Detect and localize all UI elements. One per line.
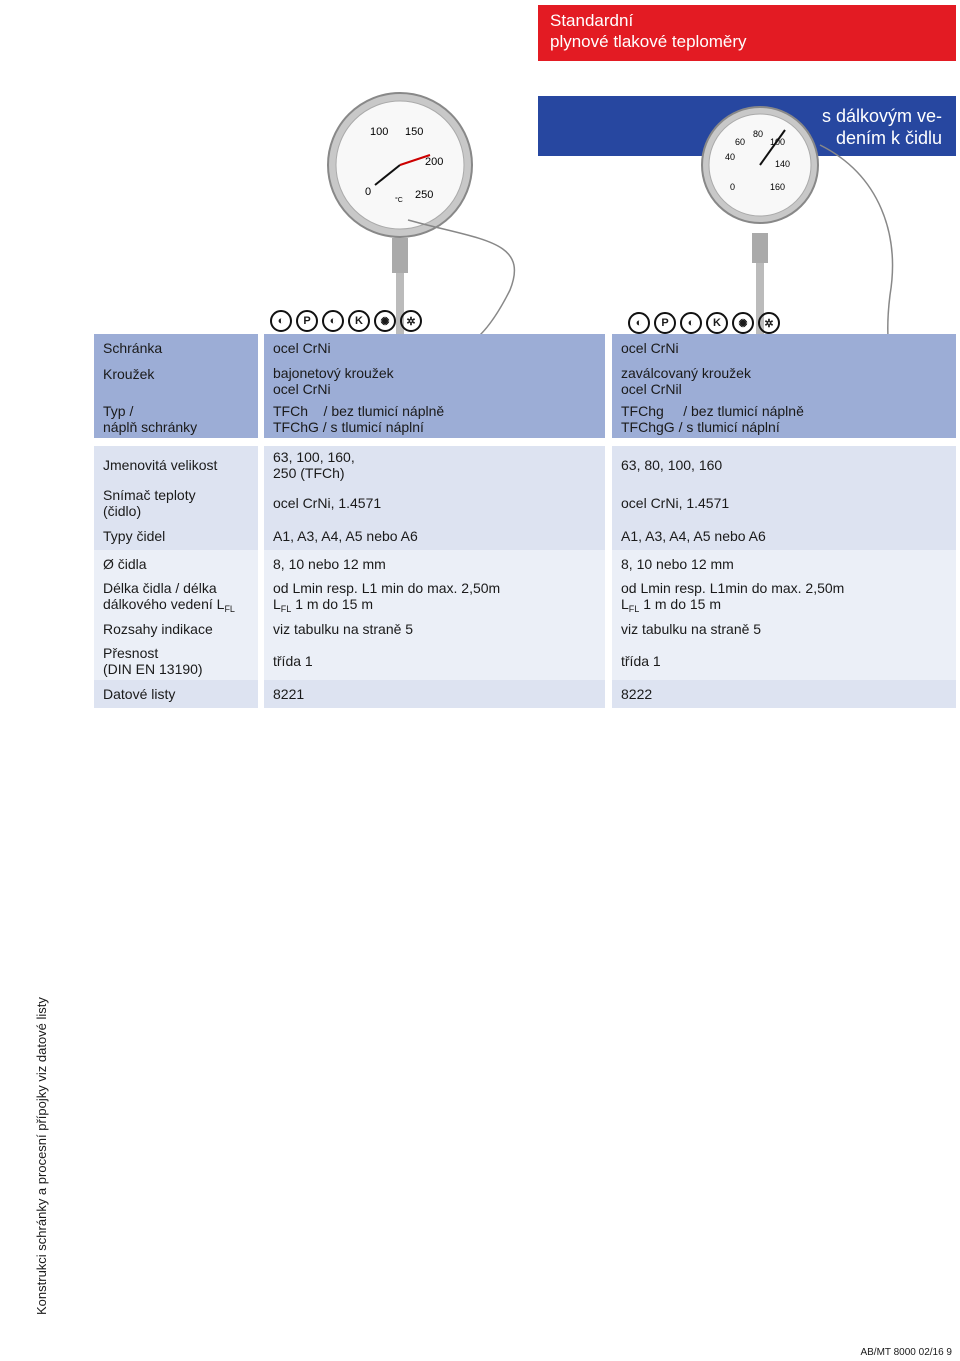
row-label-housing: Schránka <box>94 334 258 362</box>
cell-type-2: TFChg / bez tlumicí náplně TFChgG / s tlumicí náplní <box>612 400 956 438</box>
svg-text:40: 40 <box>725 152 736 162</box>
cell-housing-1: ocel CrNi <box>264 334 605 362</box>
certification-icons-2 <box>628 310 780 336</box>
approval-mark-icon: ◐ <box>270 310 292 332</box>
cell-data-sheets-1: 8221 <box>264 680 605 708</box>
side-note: Konstrukci schránky a procesní přípojky viz datové listy <box>34 997 49 1315</box>
approval-mark-icon: ◐ <box>628 312 650 334</box>
cell-nominal-size-2: 63, 80, 100, 160 <box>612 446 956 484</box>
svg-text:200: 200 <box>425 156 444 168</box>
subtitle-line-2: dením k čidlu <box>835 128 942 148</box>
cell-sensor-diameter-1: 8, 10 nebo 12 mm <box>264 550 605 578</box>
wheel-icon: ✲ <box>400 310 422 332</box>
svg-text:60: 60 <box>735 137 746 147</box>
wheel-icon: ✲ <box>758 312 780 334</box>
cell-sensor-1: ocel CrNi, 1.4571 <box>264 484 605 522</box>
row-label-sensor-types: Typy čidel <box>94 522 258 550</box>
row-label-sensor: Snímač teploty (čidlo) <box>94 484 258 522</box>
svg-text:250: 250 <box>415 189 434 201</box>
cell-type-1: TFCh / bez tlumicí náplně TFChG / s tlumicí náplní <box>264 400 605 438</box>
cell-nominal-size-1: 63, 100, 160, 250 (TFCh) <box>264 446 605 484</box>
cell-sensor-diameter-2: 8, 10 nebo 12 mm <box>612 550 956 578</box>
svg-text:80: 80 <box>753 129 764 139</box>
k-mark-icon: K <box>348 310 370 332</box>
svg-text:140: 140 <box>775 159 791 169</box>
svg-text:100: 100 <box>370 126 389 138</box>
approval-mark-icon: ◐ <box>680 312 702 334</box>
title-line-1: Standardní <box>550 11 634 30</box>
subtitle-line-1: s dálkovým ve- <box>821 106 942 126</box>
cell-ring-1: bajonetový kroužek ocel CrNi <box>264 362 605 400</box>
row-label-accuracy: Přesnost (DIN EN 13190) <box>94 642 258 680</box>
page-title <box>538 5 956 61</box>
pattern-approval-icon: P <box>296 310 318 332</box>
svg-text:150: 150 <box>405 126 424 138</box>
svg-text:0: 0 <box>730 182 736 192</box>
cell-sensor-2: ocel CrNi, 1.4571 <box>612 484 956 522</box>
cell-display-range-1: viz tabulku na straně 5 <box>264 616 605 642</box>
svg-text:160: 160 <box>770 182 786 192</box>
row-label-data-sheets: Datové listy <box>94 680 258 708</box>
row-label-nominal-size: Jmenovitá velikost <box>94 446 258 484</box>
cell-sensor-length-2: od Lmin resp. L1min do max. 2,50m $L_{FL}$ 1 m do 15 m <box>612 578 956 616</box>
row-label-sensor-length: Délka čidla / délka dálkového vedení $L_{FL}$ <box>94 578 258 616</box>
cell-sensor-length-1: od Lmin resp. L1 min do max. 2,50m $L_{FL}$ 1 m do 15 m <box>264 578 605 616</box>
row-label-ring: Kroužek <box>94 362 258 400</box>
seal-icon: ✺ <box>374 310 396 332</box>
cell-sensor-types-1: A1, A3, A4, A5 nebo A6 <box>264 522 605 550</box>
row-label-type: Typ / náplň schránky <box>94 400 258 438</box>
cell-ring-2: zaválcovaný kroužek ocel CrNil <box>612 362 956 400</box>
cell-display-range-2: viz tabulku na straně 5 <box>612 616 956 642</box>
cell-sensor-types-2: A1, A3, A4, A5 nebo A6 <box>612 522 956 550</box>
title-line-2: plynové tlakové teploměry <box>550 32 747 51</box>
cell-accuracy-2: třída 1 <box>612 642 956 680</box>
certification-icons-1 <box>270 308 422 334</box>
cell-accuracy-1: třída 1 <box>264 642 605 680</box>
k-mark-icon: K <box>706 312 728 334</box>
seal-icon: ✺ <box>732 312 754 334</box>
row-label-display-range: Rozsahy indikace <box>94 616 258 642</box>
cell-data-sheets-2: 8222 <box>612 680 956 708</box>
svg-text:°C: °C <box>395 197 403 204</box>
approval-mark-icon: ◐ <box>322 310 344 332</box>
row-label-sensor-diameter: Ø čidla <box>94 550 258 578</box>
cell-housing-2: ocel CrNi <box>612 334 956 362</box>
svg-text:0: 0 <box>365 186 372 198</box>
page-number: AB/MT 8000 02/16 9 <box>860 1347 952 1358</box>
pattern-approval-icon: P <box>654 312 676 334</box>
svg-text:100: 100 <box>770 137 786 147</box>
